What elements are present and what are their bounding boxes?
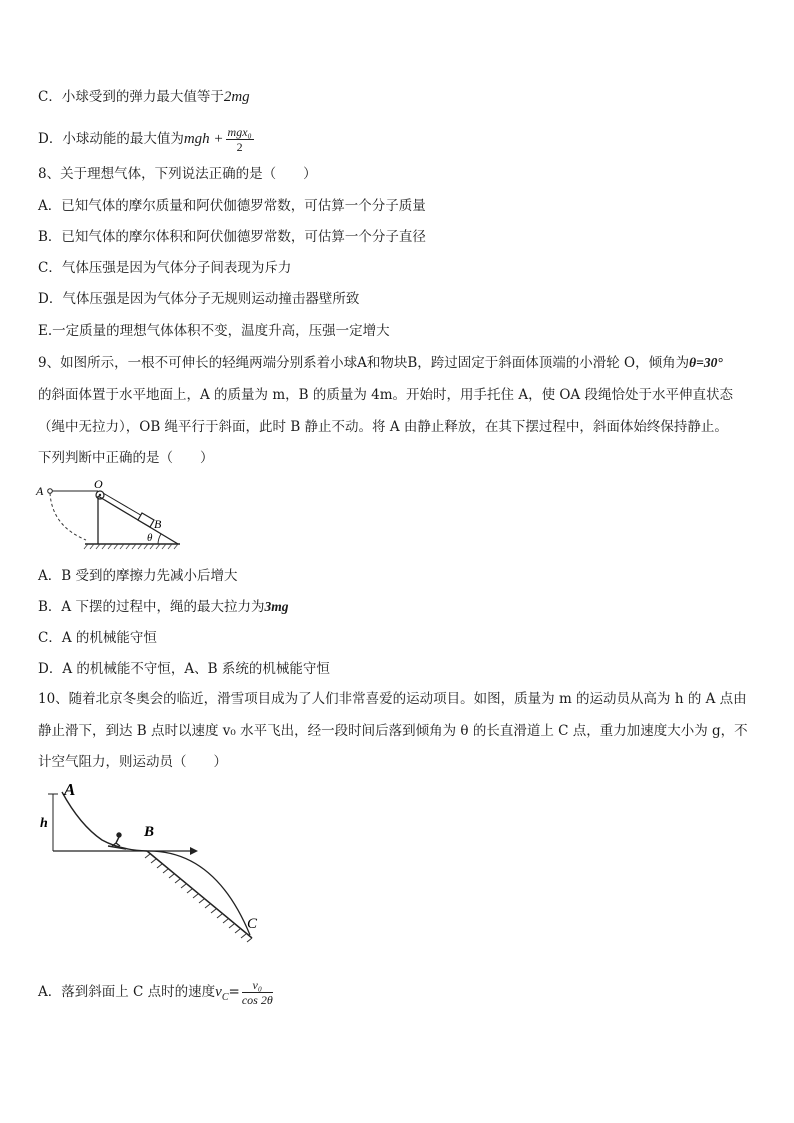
q10-ski-slope xyxy=(62,792,147,851)
q9-stem-line-3: （绳中无拉力），OB 绳平行于斜面，此时 B 静止不动。将 A 由静止释放，在其下摆过程中，斜面体始终保持静止。 xyxy=(38,419,728,435)
q9-label-o: O xyxy=(94,480,103,491)
q10-stem-line-3: 计空气阻力，则运动员（ ） xyxy=(38,754,227,770)
q7-option-d-fraction xyxy=(226,125,254,154)
q9-stem-line-1 xyxy=(38,354,723,372)
q9-ball-a xyxy=(48,489,53,494)
q9-block-b xyxy=(138,513,154,527)
q9-stem-text-1: 9、如图所示，一根不可伸长的轻绳两端分别系着小球A和物块B，跨过固定于斜面体顶端的小滑轮 O，倾角为 xyxy=(38,355,690,371)
q10-label-a: A xyxy=(64,780,76,799)
q9-option-a: A．B 受到的摩擦力先减小后增大 xyxy=(38,568,238,584)
q10-velocity-arrowhead xyxy=(190,847,198,855)
q10-label-c: C xyxy=(247,916,258,932)
q8-stem: 8、关于理想气体，下列说法正确的是（ ） xyxy=(38,166,317,182)
q9-label-b: B xyxy=(154,517,162,531)
q10-option-a-denominator: cos 2θ xyxy=(241,993,273,1007)
q9-stem-line-2: 的斜面体置于水平地面上，A 的质量为 m，B 的质量为 4m。开始时，用手托住 A，使 OA 段绳恰处于水平伸直状态 xyxy=(38,387,733,403)
q10-label-h: h xyxy=(40,816,48,831)
q9-pulley-axle xyxy=(99,494,101,496)
q10-option-a-equals: = xyxy=(228,984,240,1000)
q9-figure xyxy=(30,480,190,552)
q7-option-c xyxy=(38,88,250,106)
q10-option-a-velocity xyxy=(215,984,229,1003)
q9-label-a: A xyxy=(36,484,44,498)
q9-angle: θ=30° xyxy=(689,355,723,370)
q7-option-d-text: D．小球动能的最大值为 xyxy=(38,131,184,147)
q10-incline-hatch xyxy=(145,854,252,942)
q7-option-c-text: C．小球受到的弹力最大值等于 xyxy=(38,89,224,105)
q7-option-d-denominator: 2 xyxy=(236,140,243,154)
q10-label-b: B xyxy=(144,824,155,840)
q8-option-a: A．已知气体的摩尔质量和阿伏伽德罗常数，可估算一个分子质量 xyxy=(38,198,426,214)
q9-option-b-value: 3mg xyxy=(264,599,289,614)
q7-option-d xyxy=(38,125,256,154)
q7-option-d-math: mgh + xyxy=(183,131,224,147)
q9-label-theta: θ xyxy=(147,532,153,544)
q9-swing-path xyxy=(50,493,86,540)
q10-option-a-fraction xyxy=(242,978,273,1007)
q10-stem-line-2: 静止滑下，到达 B 点时以速度 v₀ 水平飞出，经一段时间后落到倾角为 θ 的长直滑道上 C 点，重力加速度大小为 g，不 xyxy=(38,723,748,739)
q7-option-d-numerator: mgx₀ xyxy=(227,125,252,139)
q8-option-b: B．已知气体的摩尔体积和阿伏伽德罗常数，可估算一个分子直径 xyxy=(38,229,426,245)
q9-angle-arc xyxy=(158,534,161,544)
q8-option-c: C．气体压强是因为气体分子间表现为斥力 xyxy=(38,260,292,276)
q10-option-a xyxy=(38,978,275,1007)
q10-stem-line-1: 10、随着北京冬奥会的临近，滑雪项目成为了人们非常喜爱的运动项目。如图，质量为 m 的运动员从高为 h 的 A 点由 xyxy=(38,691,747,707)
q10-figure xyxy=(40,780,270,945)
q9-stem-line-4: 下列判断中正确的是（ ） xyxy=(38,450,214,466)
q9-rope-ob xyxy=(103,493,144,517)
q10-option-a-text: A．落到斜面上 C 点时的速度 xyxy=(38,984,216,1000)
q7-option-c-math: 2mg xyxy=(223,89,250,105)
q9-option-b-text: B．A 下摆的过程中，绳的最大拉力为 xyxy=(38,599,265,615)
q8-option-d: D．气体压强是因为气体分子无规则运动撞击器壁所致 xyxy=(38,291,360,307)
q9-option-d: D．A 的机械能不守恒，A、B 系统的机械能守恒 xyxy=(38,661,330,677)
q10-option-a-var: v xyxy=(215,984,222,1000)
q8-option-e: E.一定质量的理想气体体积不变，温度升高，压强一定增大 xyxy=(38,323,390,339)
q9-option-c: C．A 的机械能守恒 xyxy=(38,630,157,646)
q10-option-a-sub: C xyxy=(221,992,229,1003)
q10-option-a-numerator: v₀ xyxy=(242,978,273,993)
q9-option-b xyxy=(38,598,288,616)
q10-incline xyxy=(147,851,252,938)
